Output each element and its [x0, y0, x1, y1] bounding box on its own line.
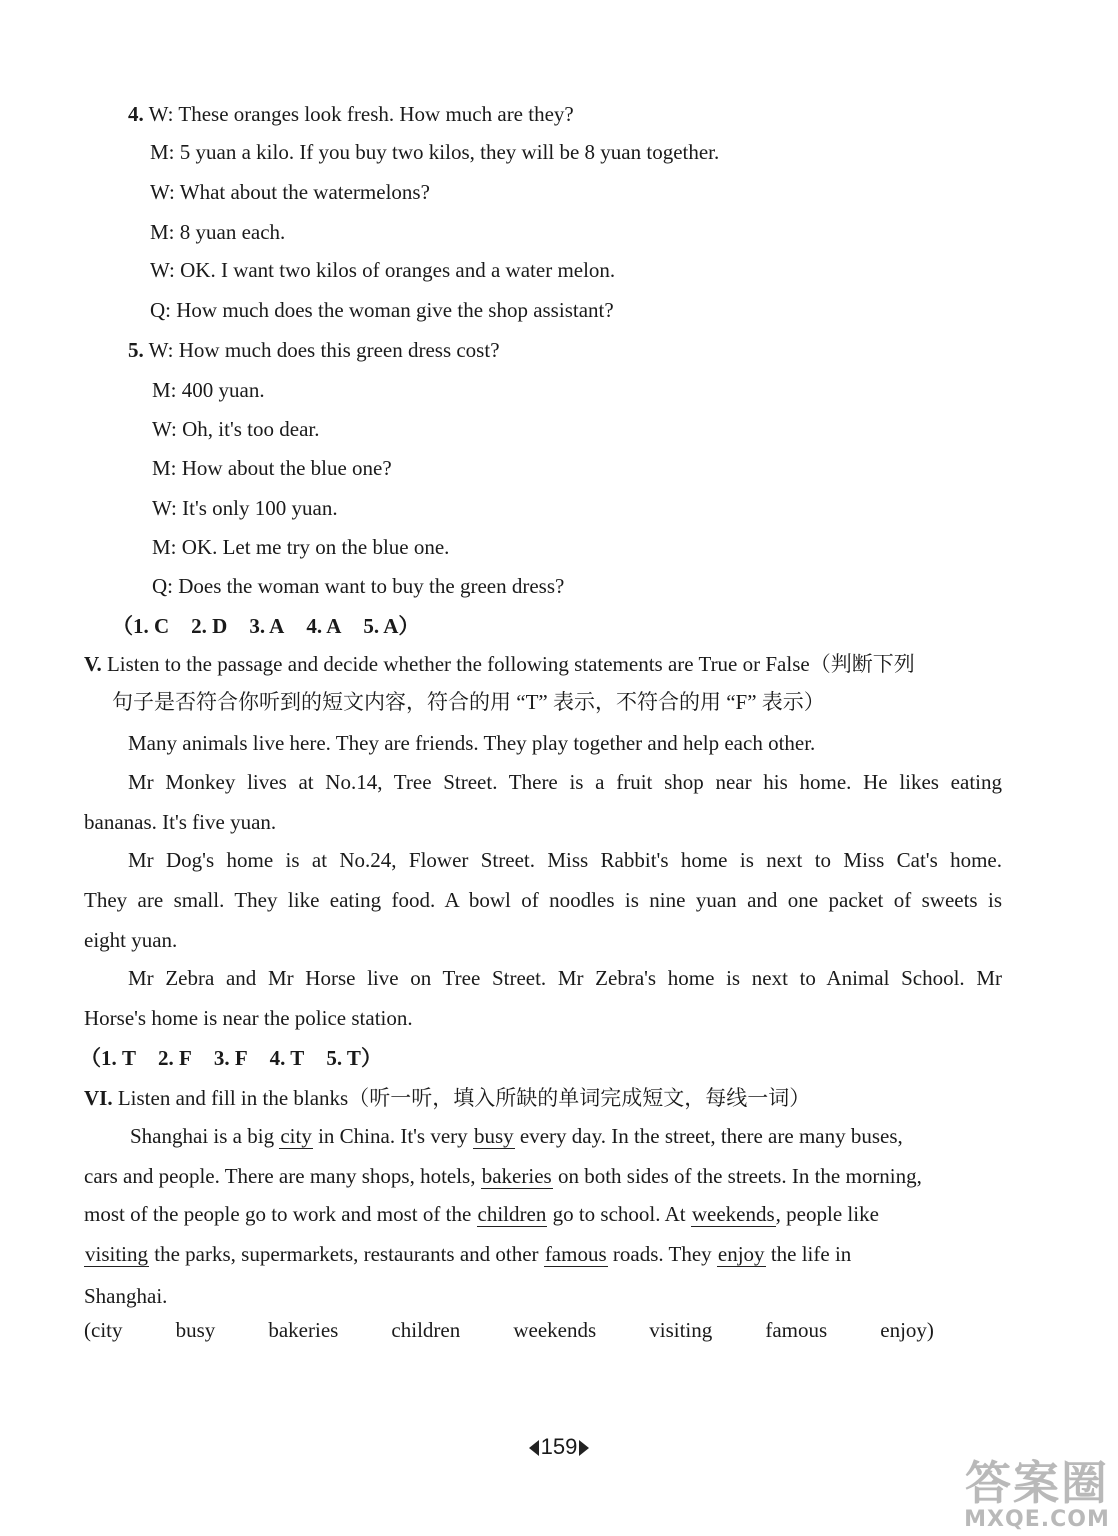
passage-paragraph-2-line-2: bananas. It's five yuan. [84, 810, 277, 834]
fill-passage-line-5: Shanghai. [84, 1284, 168, 1308]
dialogue-4-line-1 [128, 100, 574, 128]
passage-text: roads. They [607, 1242, 717, 1266]
dialogue-5-line-1 [128, 336, 500, 364]
fill-passage-line-4 [84, 1240, 851, 1268]
dialogue-5-line-3: W: Oh, it's too dear. [152, 417, 320, 441]
blank-bakeries: bakeries [481, 1164, 552, 1188]
answer-key-v [80, 1044, 404, 1072]
blank-enjoy: enjoy [717, 1242, 765, 1266]
passage-text: most of the people go to work and most of the [84, 1202, 477, 1226]
dialogue-5-question: Q: Does the woman want to buy the green dress? [152, 574, 565, 598]
section-number: VI. [84, 1086, 113, 1110]
word-bank-item: children [391, 1318, 461, 1342]
dialogue-4-line-3: W: What about the watermelons? [150, 180, 430, 204]
dialogue-4-line-4: M: 8 yuan each. [150, 220, 286, 244]
dialogue-4-question: Q: How much does the woman give the shop assistant? [150, 298, 614, 322]
word-bank-item: (city [84, 1318, 123, 1342]
passage-text: the parks, supermarkets, restaurants and other [149, 1242, 544, 1266]
answer-item: 5. A） [363, 614, 420, 638]
dialogue-5-line-4: M: How about the blue one? [152, 456, 392, 480]
answer-item: 4. A [306, 614, 342, 638]
page-number [0, 1434, 1118, 1460]
dialogue-4-line-2: M: 5 yuan a kilo. If you buy two kilos, they will be 8 yuan together. [150, 140, 720, 164]
answer-key-iv [112, 612, 441, 640]
blank-children: children [477, 1202, 547, 1226]
passage-text: go to school. At [547, 1202, 691, 1226]
passage-text: Shanghai is a big [130, 1124, 280, 1148]
answer-item: 4. T [269, 1046, 305, 1070]
dialogue-4-line-5: W: OK. I want two kilos of oranges and a water melon. [150, 258, 616, 282]
section-vi-title [84, 1084, 810, 1112]
dialogue-5-line-6: M: OK. Let me try on the blue one. [152, 535, 450, 559]
word-bank-item: famous [765, 1318, 828, 1342]
watermark-url: MXQE.COM [964, 1507, 1110, 1532]
blank-city: city [280, 1124, 312, 1148]
word-bank-item: busy [175, 1318, 216, 1342]
passage-text: , people like [775, 1202, 879, 1226]
passage-paragraph-3-line-3: eight yuan. [84, 928, 178, 952]
page-number-text: 159 [540, 1434, 578, 1459]
passage-text: on both sides of the streets. In the morning, [552, 1164, 922, 1188]
fill-passage-line-2 [84, 1162, 922, 1190]
dialogue-5-line-2: M: 400 yuan. [152, 378, 265, 402]
answer-item: 2. D [191, 614, 228, 638]
section-v-title-line-2: 句子是否符合你听到的短文内容，符合的用 “T” 表示，不符合的用 “F” 表示） [112, 690, 825, 714]
question-number: 4. [128, 102, 144, 126]
answer-item: （1. T [80, 1046, 137, 1070]
passage-text: every day. In the street, there are many buses, [514, 1124, 903, 1148]
word-bank-item: visiting [649, 1318, 713, 1342]
answer-item: 2. F [158, 1046, 192, 1070]
passage-paragraph-4-line-1: Mr Zebra and Mr Horse live on Tree Street. Mr Zebra's home is next to Animal School. Mr [128, 966, 1002, 990]
dialogue-text: W: These oranges look fresh. How much are they? [148, 102, 574, 126]
passage-text: cars and people. There are many shops, hotels, [84, 1164, 481, 1188]
word-bank [84, 1316, 934, 1344]
answer-item: 3. A [249, 614, 285, 638]
dialogue-text: W: How much does this green dress cost? [148, 338, 500, 362]
fill-passage-line-1 [130, 1122, 903, 1150]
passage-paragraph-3-line-1: Mr Dog's home is at No.24, Flower Street. Miss Rabbit's home is next to Miss Cat's home. [128, 848, 1002, 872]
question-number: 5. [128, 338, 144, 362]
section-v-title [84, 650, 915, 678]
passage-paragraph-1: Many animals live here. They are friends. They play together and help each other. [128, 731, 816, 755]
triangle-left-icon [529, 1440, 539, 1456]
answer-item: 3. F [213, 1046, 248, 1070]
blank-weekends: weekends [691, 1202, 775, 1226]
section-number: V. [84, 652, 102, 676]
passage-paragraph-3-line-2: They are small. They like eating food. A bowl of noodles is nine yuan and one packet of sweets is [84, 888, 1002, 912]
passage-paragraph-4-line-2: Horse's home is near the police station. [84, 1006, 413, 1030]
dialogue-5-line-5: W: It's only 100 yuan. [152, 496, 338, 520]
answer-item: 5. T） [326, 1046, 382, 1070]
word-bank-item: bakeries [268, 1318, 339, 1342]
section-title-text: Listen and fill in the blanks（听一听，填入所缺的单词完成短文，每线一词） [117, 1086, 811, 1110]
passage-text: the life in [765, 1242, 852, 1266]
watermark-logo [962, 1456, 1112, 1532]
word-bank-item: weekends [513, 1318, 597, 1342]
triangle-right-icon [579, 1440, 589, 1456]
blank-busy: busy [473, 1124, 514, 1148]
blank-famous: famous [544, 1242, 607, 1266]
passage-text: in China. It's very [312, 1124, 473, 1148]
fill-passage-line-3 [84, 1200, 879, 1228]
passage-paragraph-2-line-1: Mr Monkey lives at No.14, Tree Street. There is a fruit shop near his home. He likes eating [128, 770, 1002, 794]
word-bank-item: enjoy) [880, 1318, 934, 1342]
watermark-title: 答案圈 [965, 1456, 1109, 1510]
answer-item: （1. C [112, 614, 170, 638]
section-title-text: Listen to the passage and decide whether the following statements are True or False（判断下列 [106, 652, 915, 676]
blank-visiting: visiting [85, 1242, 149, 1266]
